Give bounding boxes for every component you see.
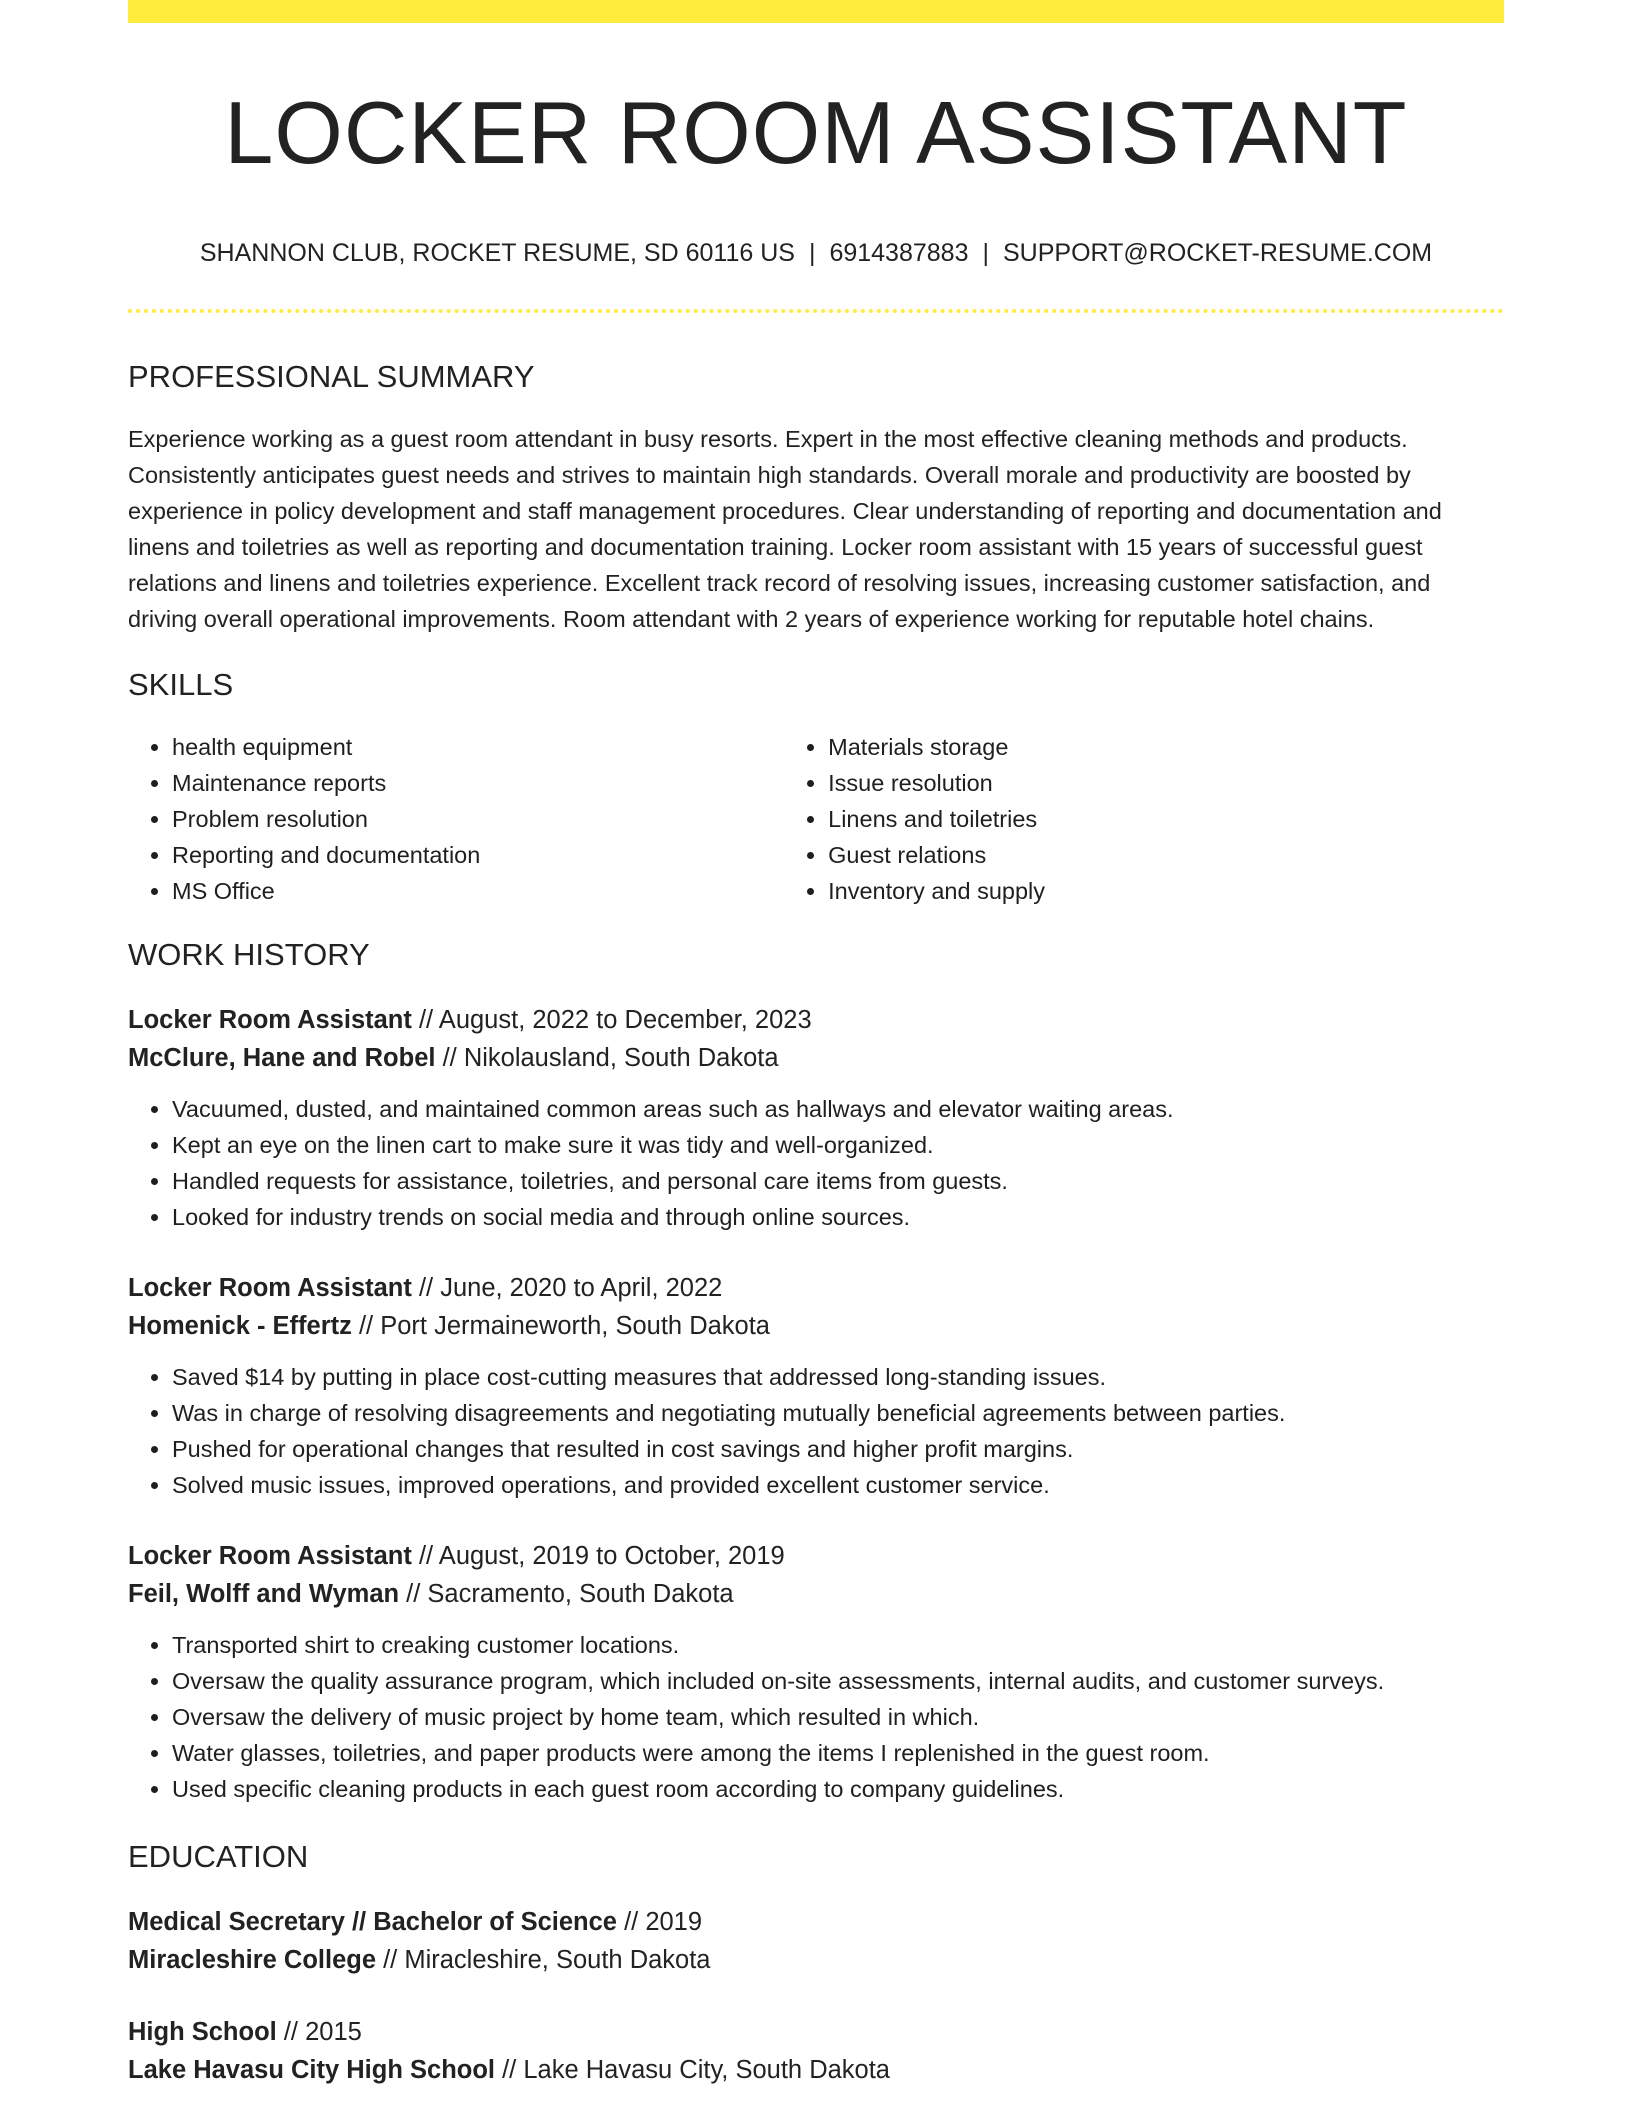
- education-location: // Lake Havasu City, South Dakota: [495, 2056, 890, 2084]
- job-entry: [128, 1537, 1504, 1807]
- skills-column-right: [784, 729, 1504, 909]
- job-company: Homenick - Effertz: [128, 1312, 352, 1340]
- resume-page: [128, 0, 1504, 2089]
- skills-column-left: [128, 729, 784, 909]
- job-role: Locker Room Assistant: [128, 1006, 412, 1034]
- summary-text: Experience working as a guest room attendant in busy resorts. Expert in the most effective cleaning methods and products. Consistently anticipates guest needs and strives to maintain high standards. Overall morale and productivity are boosted by experience in policy development and staff management procedures. Clear understanding of reporting and documentation and linens and toiletries as well as reporting and documentation training. Locker room assistant with 15 years of successful guest relations and linens and toiletries experience. Excellent track record of resolving issues, increasing customer satisfaction, and driving overall operational improvements. Room attendant with 2 years of experience working for reputable hotel chains.: [128, 426, 1442, 632]
- contact-email: SUPPORT@ROCKET-RESUME.COM: [1002, 239, 1433, 267]
- job-bullet: • Oversaw the quality assurance program, which included on-site assessments, internal audits, and customer surveys.: [172, 1663, 1504, 1699]
- job-bullet: • Transported shirt to creaking customer locations.: [172, 1627, 1504, 1663]
- job-bullet: • Looked for industry trends on social media and through online sources.: [172, 1199, 1504, 1235]
- job-company: McClure, Hane and Robel: [128, 1044, 436, 1072]
- skill-item: • Guest relations: [828, 837, 1504, 873]
- job-role: Locker Room Assistant: [128, 1542, 412, 1570]
- education-degree: High School: [128, 2018, 277, 2046]
- education-school-line: [128, 2051, 1504, 2089]
- job-bullet: • Saved $14 by putting in place cost-cutting measures that addressed long-standing issues.: [172, 1359, 1504, 1395]
- job-bullet: • Handled requests for assistance, toiletries, and personal care items from guests.: [172, 1163, 1504, 1199]
- job-dates: // August, 2022 to December, 2023: [411, 1006, 812, 1034]
- job-bullets: [128, 1091, 1504, 1235]
- job-location: // Nikolausland, South Dakota: [435, 1044, 779, 1072]
- education-degree-line: [128, 2013, 1504, 2051]
- contact-line: [128, 237, 1504, 269]
- job-dates: // June, 2020 to April, 2022: [411, 1274, 723, 1302]
- contact-phone: 6914387883: [829, 239, 969, 267]
- skills-list: [128, 729, 1504, 909]
- job-company: Feil, Wolff and Wyman: [128, 1580, 400, 1608]
- skill-item: • Inventory and supply: [828, 873, 1504, 909]
- education-degree-line: [128, 1903, 1504, 1941]
- skills-heading: SKILLS: [128, 667, 234, 702]
- job-bullet: • Kept an eye on the linen cart to make sure it was tidy and well-organized.: [172, 1127, 1504, 1163]
- job-location: // Port Jermaineworth, South Dakota: [351, 1312, 770, 1340]
- summary-heading: PROFESSIONAL SUMMARY: [128, 359, 535, 394]
- job-bullet: • Solved music issues, improved operations, and provided excellent customer service.: [172, 1467, 1504, 1503]
- job-bullets: [128, 1359, 1504, 1503]
- job-bullets: [128, 1627, 1504, 1807]
- skill-item: • MS Office: [172, 873, 784, 909]
- education-year: // 2019: [616, 1908, 703, 1936]
- education-school: Miracleshire College: [128, 1946, 377, 1974]
- job-company-line: [128, 1039, 1504, 1077]
- contact-address: SHANNON CLUB, ROCKET RESUME, SD 60116 US: [199, 239, 795, 267]
- skill-item: • health equipment: [172, 729, 784, 765]
- contact-separator: |: [982, 239, 989, 267]
- skill-item: • Reporting and documentation: [172, 837, 784, 873]
- job-role-line: [128, 1001, 1504, 1039]
- job-bullet: • Was in charge of resolving disagreements and negotiating mutually beneficial agreements between parties.: [172, 1395, 1504, 1431]
- education-location: // Miracleshire, South Dakota: [376, 1946, 711, 1974]
- job-bullet: • Water glasses, toiletries, and paper products were among the items I replenished in the guest room.: [172, 1735, 1504, 1771]
- job-company-line: [128, 1575, 1504, 1613]
- work-history-heading: WORK HISTORY: [128, 937, 370, 972]
- skill-item: • Linens and toiletries: [828, 801, 1504, 837]
- job-role: Locker Room Assistant: [128, 1274, 412, 1302]
- skill-item: • Materials storage: [828, 729, 1504, 765]
- job-bullet: • Vacuumed, dusted, and maintained common areas such as hallways and elevator waiting areas.: [172, 1091, 1504, 1127]
- job-bullet: • Oversaw the delivery of music project by home team, which resulted in which.: [172, 1699, 1504, 1735]
- job-location: // Sacramento, South Dakota: [399, 1580, 734, 1608]
- dotted-divider: [128, 309, 1504, 313]
- skill-item: • Issue resolution: [828, 765, 1504, 801]
- education-degree: Medical Secretary // Bachelor of Science: [128, 1908, 617, 1936]
- accent-bar: [128, 0, 1504, 23]
- education-year: // 2015: [276, 2018, 362, 2046]
- job-bullet: • Pushed for operational changes that resulted in cost savings and higher profit margins.: [172, 1431, 1504, 1467]
- education-heading: EDUCATION: [128, 1839, 309, 1874]
- resume-title: LOCKER ROOM ASSISTANT: [224, 83, 1408, 182]
- education-entry: [128, 1903, 1504, 1979]
- job-entry: [128, 1269, 1504, 1503]
- job-entry: [128, 1001, 1504, 1235]
- job-dates: // August, 2019 to October, 2019: [411, 1542, 785, 1570]
- job-company-line: [128, 1307, 1504, 1345]
- job-role-line: [128, 1269, 1504, 1307]
- skill-item: • Maintenance reports: [172, 765, 784, 801]
- contact-separator: |: [808, 239, 816, 267]
- education-school-line: [128, 1941, 1504, 1979]
- job-role-line: [128, 1537, 1504, 1575]
- skill-item: • Problem resolution: [172, 801, 784, 837]
- job-bullet: • Used specific cleaning products in each guest room according to company guidelines.: [172, 1771, 1504, 1807]
- education-school: Lake Havasu City High School: [128, 2056, 496, 2084]
- education-entry: [128, 2013, 1504, 2089]
